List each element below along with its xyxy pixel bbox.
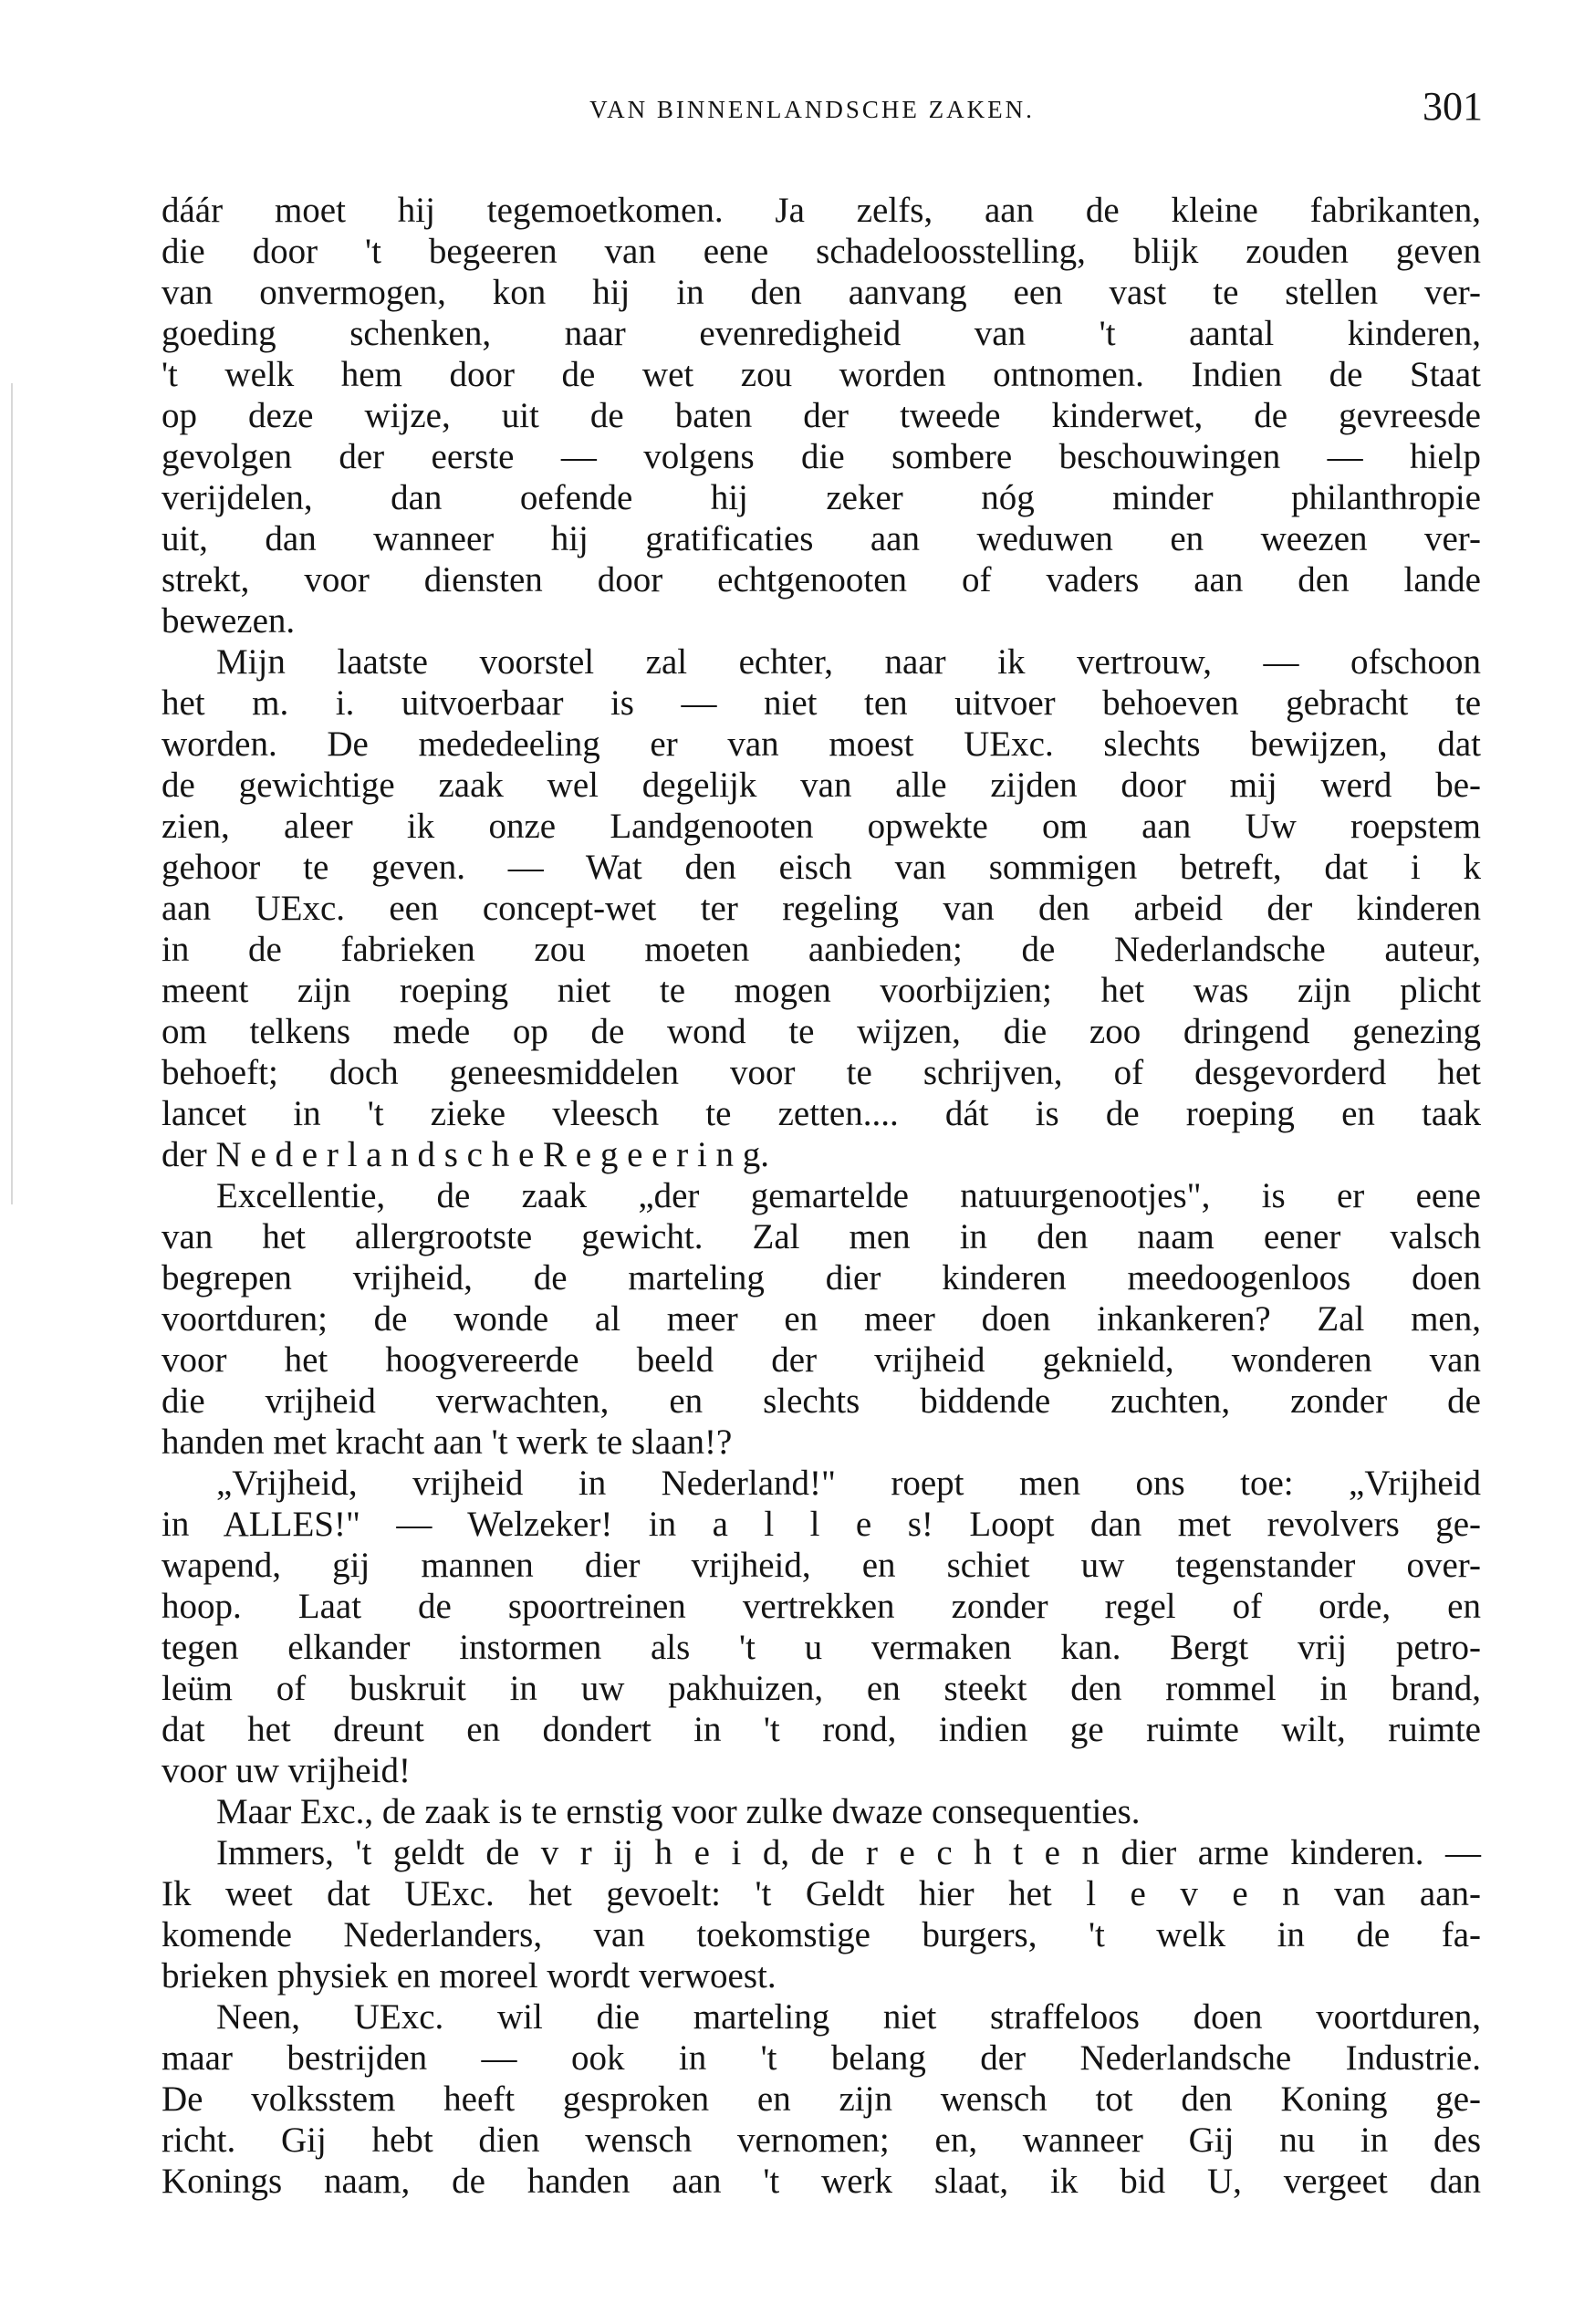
text-line: uit, dan wanneer hij gratificaties aan weduwen en weezen ver- — [162, 519, 1481, 558]
text-line: Excellentie, de zaak „der gemartelde natuurgenootjes", is er eene — [216, 1176, 1481, 1215]
text-line: dat het dreunt en dondert in 't rond, indien ge ruimte wilt, ruimte — [162, 1710, 1481, 1749]
text-line: Ik weet dat UExc. het gevoelt: 't Geldt hier het l e v e n van aan- — [162, 1874, 1481, 1913]
paragraph — [162, 190, 1481, 641]
text-line: in ALLES!" — Welzeker! in a l l e s! Loopt dan met revolvers ge- — [162, 1505, 1481, 1544]
text-line: dáár moet hij tegemoetkomen. Ja zelfs, aan de kleine fabrikanten, — [162, 191, 1481, 230]
paragraph — [162, 1791, 1481, 1832]
text-line: voor het hoogvereerde beeld der vrijheid geknield, wonderen van — [162, 1340, 1481, 1380]
text-line: Maar Exc., de zaak is te ernstig voor zulke dwaze consequenties. — [216, 1792, 1141, 1831]
text-line: behoeft; doch geneesmiddelen voor te schrijven, of desgevorderd het — [162, 1053, 1481, 1092]
paragraph — [162, 1996, 1481, 2202]
text-line: om telkens mede op de wond te wijzen, die zoo dringend genezing — [162, 1012, 1481, 1051]
text-line: hoop. Laat de spoortreinen vertrekken zonder regel of orde, en — [162, 1587, 1481, 1626]
text-line: der N e d e r l a n d s c h e R e g e e r i n g. — [162, 1135, 770, 1174]
text-line: Mijn laatste voorstel zal echter, naar ik vertrouw, — ofschoon — [216, 642, 1481, 682]
text-line: voor uw vrijheid! — [162, 1751, 411, 1790]
text-line: begrepen vrijheid, de marteling dier kinderen meedoogenloos doen — [162, 1258, 1481, 1297]
text-line: het m. i. uitvoerbaar is — niet ten uitvoer behoeven gebracht te — [162, 683, 1481, 723]
text-line: tegen elkander instormen als 't u vermaken kan. Bergt vrij petro- — [162, 1628, 1481, 1667]
text-line: brieken physiek en moreel wordt verwoest. — [162, 1956, 777, 1996]
text-line: van het allergrootste gewicht. Zal men in den naam eener valsch — [162, 1217, 1481, 1256]
text-line: handen met kracht aan 't werk te slaan!? — [162, 1423, 733, 1462]
margin-scan-mark — [11, 383, 13, 1204]
text-line: „Vrijheid, vrijheid in Nederland!" roept men ons toe: „Vrijheid — [216, 1464, 1481, 1503]
text-line: op deze wijze, uit de baten der tweede kinderwet, de gevreesde — [162, 396, 1481, 435]
text-line: aan UExc. een concept-wet ter regeling van den arbeid der kinderen — [162, 889, 1481, 928]
paragraph — [162, 641, 1481, 1175]
text-line: richt. Gij hebt dien wensch vernomen; en, wanneer Gij nu in des — [162, 2121, 1481, 2160]
text-line: 't welk hem door de wet zou worden ontnomen. Indien de Staat — [162, 355, 1481, 394]
paragraph — [162, 1463, 1481, 1791]
text-line: meent zijn roeping niet te mogen voorbijzien; het was zijn plicht — [162, 971, 1481, 1010]
text-line: de gewichtige zaak wel degelijk van alle zijden door mij werd be- — [162, 766, 1481, 805]
text-line: goeding schenken, naar evenredigheid van 't aantal kinderen, — [162, 314, 1481, 353]
running-head: VAN BINNENLANDSCHE ZAKEN. — [589, 96, 1035, 123]
text-line: De volksstem heeft gesproken en zijn wensch tot den Koning ge- — [162, 2079, 1481, 2119]
text-line: zien, aleer ik onze Landgenooten opwekte om aan Uw roepstem — [162, 807, 1481, 846]
body-text — [162, 190, 1481, 2202]
text-line: die door 't begeeren van eene schadeloosstelling, blijk zouden geven — [162, 232, 1481, 271]
text-line: gevolgen der eerste — volgens die sombere beschouwingen — hielp — [162, 437, 1481, 476]
text-line: van onvermogen, kon hij in den aanvang een vast te stellen ver- — [162, 273, 1481, 312]
text-line: Immers, 't geldt de v r ij h e i d, de r e c h t e n dier arme kinderen. — — [216, 1833, 1481, 1872]
text-line: Neen, UExc. wil die marteling niet straffeloos doen voortduren, — [216, 1997, 1481, 2037]
text-line: Konings naam, de handen aan 't werk slaat, ik bid U, vergeet dan — [162, 2162, 1481, 2201]
text-line: voortduren; de wonde al meer en meer doen inkankeren? Zal men, — [162, 1299, 1481, 1339]
paragraph — [162, 1175, 1481, 1463]
text-line: worden. De mededeeling er van moest UExc. slechts bewijzen, dat — [162, 724, 1481, 764]
text-line: in de fabrieken zou moeten aanbieden; de Nederlandsche auteur, — [162, 930, 1481, 969]
page-number: 301 — [1423, 84, 1483, 129]
text-line: leüm of buskruit in uw pakhuizen, en steekt den rommel in brand, — [162, 1669, 1481, 1708]
text-line: gehoor te geven. — Wat den eisch van sommigen betreft, dat i k — [162, 848, 1481, 887]
text-line: die vrijheid verwachten, en slechts biddende zuchten, zonder de — [162, 1381, 1481, 1421]
text-line: strekt, voor diensten door echtgenooten of vaders aan den lande — [162, 560, 1481, 599]
text-line: bewezen. — [162, 601, 296, 641]
text-line: wapend, gij mannen dier vrijheid, en schiet uw tegenstander over- — [162, 1546, 1481, 1585]
text-line: verijdelen, dan oefende hij zeker nóg minder philanthropie — [162, 478, 1481, 517]
paragraph — [162, 1832, 1481, 1996]
text-line: lancet in 't zieke vleesch te zetten.... dát is de roeping en taak — [162, 1094, 1481, 1133]
text-line: komende Nederlanders, van toekomstige burgers, 't welk in de fa- — [162, 1915, 1481, 1954]
text-line: maar bestrijden — ook in 't belang der Nederlandsche Industrie. — [162, 2038, 1481, 2078]
